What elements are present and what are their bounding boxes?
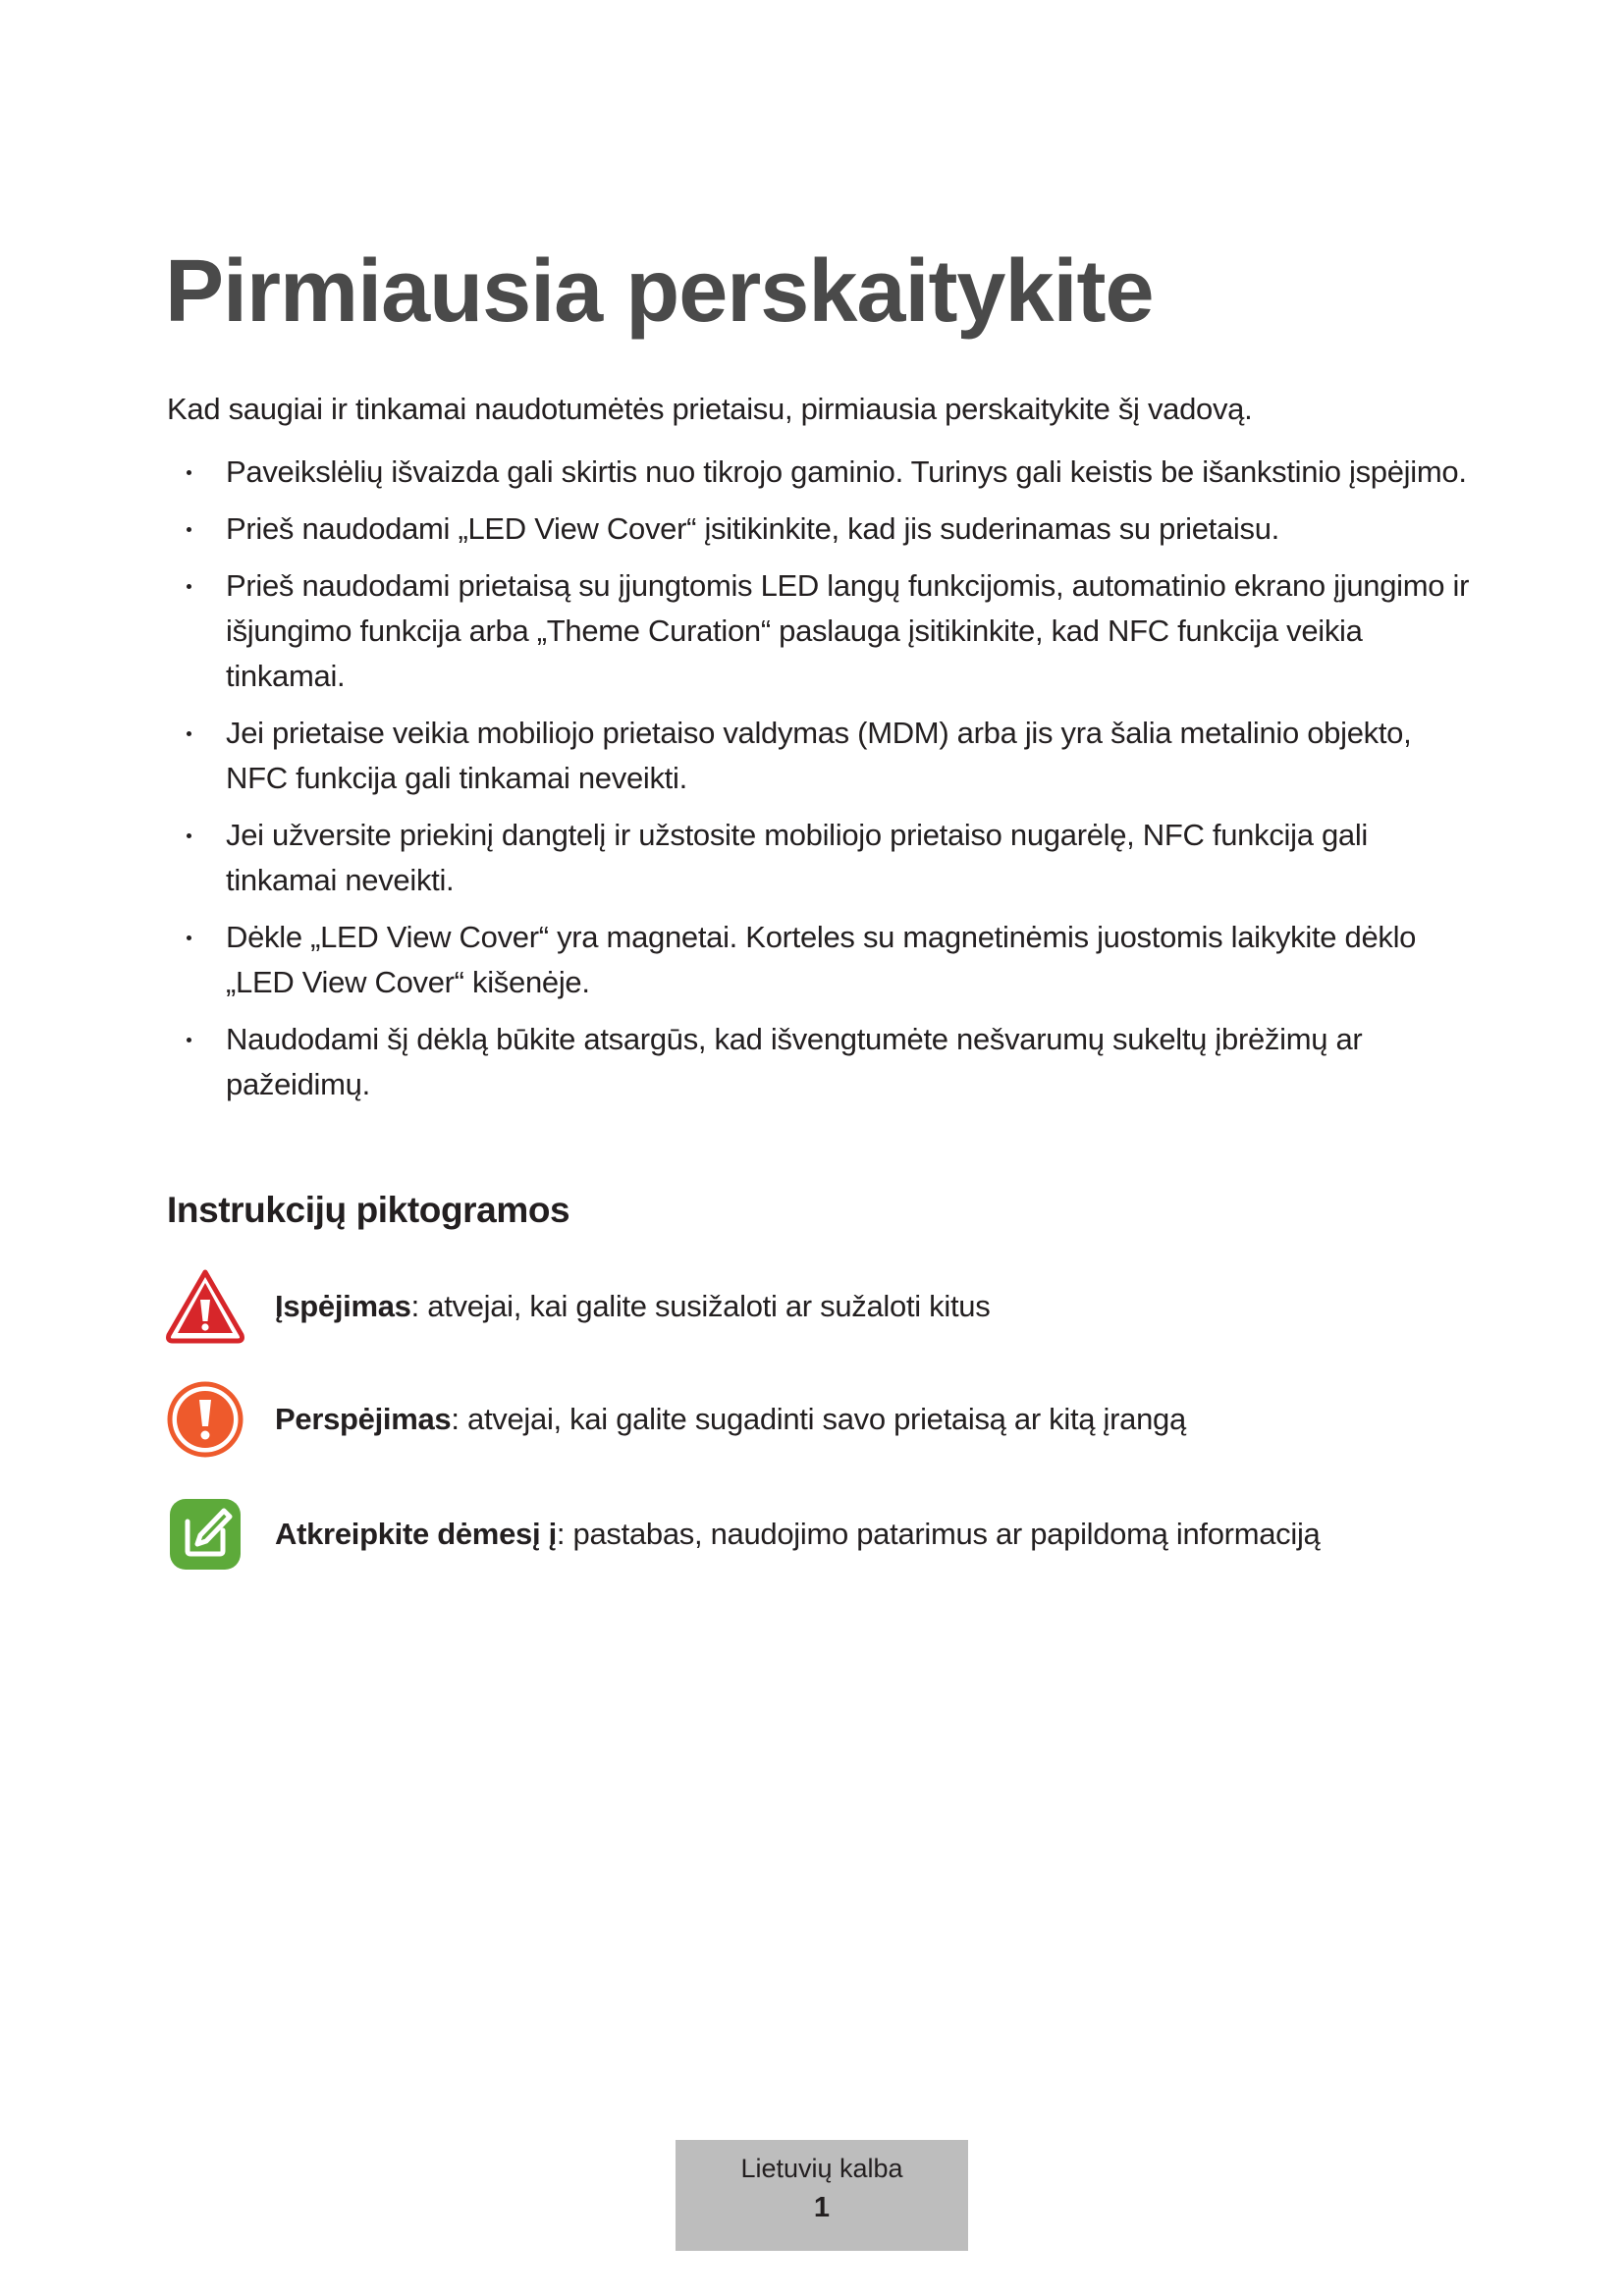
legend-text xyxy=(275,1402,1186,1437)
bullet-icon xyxy=(187,527,191,532)
page-number: 1 xyxy=(813,2192,831,2223)
legend-separator: : xyxy=(451,1402,468,1436)
list-item xyxy=(167,1017,1473,1107)
list-item-text: Jei prietaise veikia mobiliojo prietaiso valdymas (MDM) arba jis yra šalia metalinio objekto, NFC funkcija gali tinkamai neveikti. xyxy=(226,716,1412,795)
legend-term: Atkreipkite dėmesį į xyxy=(275,1517,557,1551)
list-item-text: Naudodami šį dėklą būkite atsargūs, kad išvengtumėte nešvarumų sukeltų įbrėžimų ar pažeidimų. xyxy=(226,1022,1363,1101)
legend-separator: : xyxy=(556,1517,573,1551)
bullet-icon xyxy=(187,584,191,589)
section-heading: Instrukcijų piktogramos xyxy=(167,1190,570,1230)
legend-term: Įspėjimas xyxy=(275,1289,411,1323)
intro-paragraph: Kad saugiai ir tinkamai naudotumėtės prietaisu, pirmiausia perskaitykite šį vadovą. xyxy=(167,392,1253,426)
list-item-text: Paveikslėlių išvaizda gali skirtis nuo tikrojo gaminio. Turinys gali keistis be išankstinio įspėjimo. xyxy=(226,454,1467,489)
bullet-icon xyxy=(187,731,191,736)
legend-row-warning xyxy=(165,1265,990,1348)
legend-row-note xyxy=(165,1493,1320,1575)
legend-text xyxy=(275,1289,990,1324)
list-item-text: Prieš naudodami prietaisą su įjungtomis LED langų funkcijomis, automatinio ekrano įjungimo ir išjungimo funkcija arba „Theme Curation“ paslauga įsitikinkite, kad NFC funkcija veikia tinkamai. xyxy=(226,568,1470,693)
list-item xyxy=(167,450,1473,495)
warning-triangle-icon xyxy=(165,1266,245,1347)
legend-description: atvejai, kai galite sugadinti savo prietaisą ar kitą įrangą xyxy=(467,1402,1186,1436)
list-item xyxy=(167,507,1473,552)
list-item xyxy=(167,813,1473,903)
list-item-text: Prieš naudodami „LED View Cover“ įsitikinkite, kad jis suderinamas su prietaisu. xyxy=(226,511,1279,546)
list-item xyxy=(167,563,1473,699)
legend-row-caution xyxy=(165,1378,1186,1461)
legend-description: atvejai, kai galite susižaloti ar sužaloti kitus xyxy=(427,1289,991,1323)
list-item-text: Dėkle „LED View Cover“ yra magnetai. Korteles su magnetinėmis juostomis laikykite dėklo „LED View Cover“ kišenėje. xyxy=(226,920,1417,999)
note-pencil-icon xyxy=(165,1494,245,1575)
footer-language: Lietuvių kalba xyxy=(740,2154,903,2183)
bullet-icon xyxy=(187,470,191,475)
notice-list xyxy=(167,450,1473,1119)
page-footer xyxy=(676,2140,968,2251)
legend-description: pastabas, naudojimo patarimus ar papildomą informaciją xyxy=(572,1517,1321,1551)
page-title: Pirmiausia perskaitykite xyxy=(165,242,1154,341)
bullet-icon xyxy=(187,935,191,940)
legend-text xyxy=(275,1517,1320,1552)
legend-term: Perspėjimas xyxy=(275,1402,452,1436)
caution-circle-icon xyxy=(165,1379,245,1460)
bullet-icon xyxy=(187,833,191,838)
list-item xyxy=(167,915,1473,1005)
bullet-icon xyxy=(187,1038,191,1042)
list-item xyxy=(167,711,1473,801)
list-item-text: Jei užversite priekinį dangtelį ir užstosite mobiliojo prietaiso nugarėlę, NFC funkcija gali tinkamai neveikti. xyxy=(226,818,1369,897)
legend-separator: : xyxy=(410,1289,428,1323)
